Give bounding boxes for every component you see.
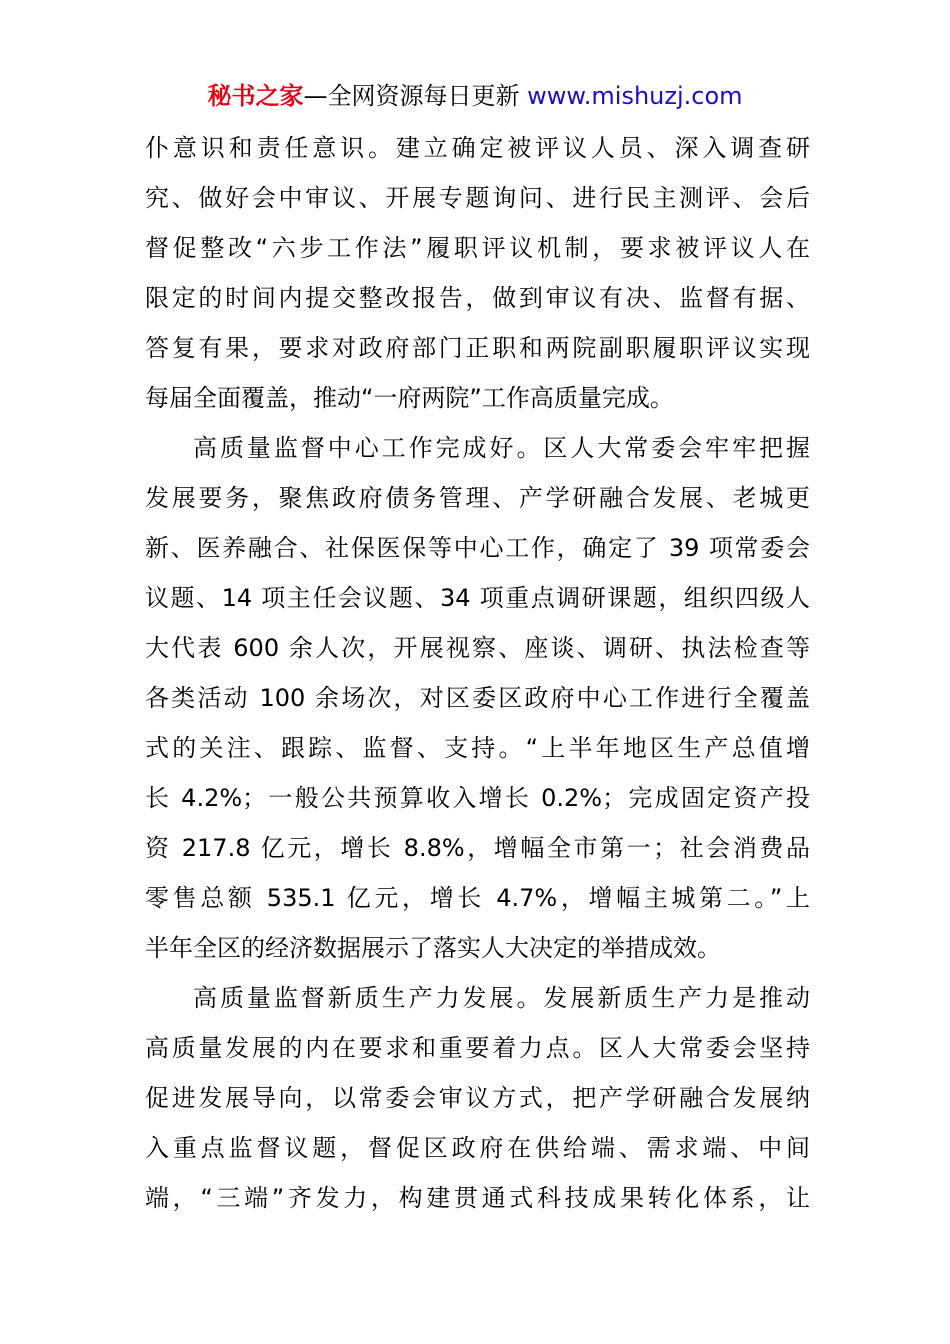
- text-line: 限定的时间内提交整改报告，做到审议有决、监督有据、: [145, 284, 810, 312]
- text-line: 半年全区的经济数据展示了落实人大决定的举措成效。: [145, 934, 721, 962]
- text-line: 高质量发展的内在要求和重要着力点。区人大常委会坚持: [145, 1034, 810, 1062]
- brand-name: 秘书之家: [207, 82, 304, 110]
- text-line: 促进发展导向，以常委会审议方式，把产学研融合发展纳: [145, 1084, 810, 1112]
- text-line: 议题、14 项主任会议题、34 项重点调研课题，组织四级人: [145, 584, 810, 612]
- text-line: 式的关注、跟踪、监督、支持。“上半年地区生产总值增: [145, 734, 810, 762]
- paragraph: [145, 423, 810, 973]
- paragraph: [145, 123, 810, 423]
- text-line: 发展要务，聚焦政府债务管理、产学研融合发展、老城更: [145, 484, 810, 512]
- text-line: 督促整改“六步工作法”履职评议机制，要求被评议人在: [145, 234, 810, 262]
- text-line: 每届全面覆盖，推动“一府两院”工作高质量完成。: [145, 384, 674, 412]
- text-line: 究、做好会中审议、开展专题询问、进行民主测评、会后: [145, 184, 810, 212]
- page-header: [0, 80, 950, 112]
- text-line: 零售总额 535.1 亿元，增长 4.7%，增幅主城第二。”上: [145, 884, 810, 912]
- text-line: 入重点监督议题，督促区政府在供给端、需求端、中间: [145, 1134, 810, 1162]
- text-line: 端，“三端”齐发力，构建贯通式科技成果转化体系，让: [145, 1184, 810, 1212]
- header-tagline: —全网资源每日更新: [303, 82, 528, 110]
- text-line: 新、医养融合、社保医保等中心工作，确定了 39 项常委会: [145, 534, 810, 562]
- site-url[interactable]: www.mishuzj.com: [527, 82, 743, 110]
- text-line: 答复有果，要求对政府部门正职和两院副职履职评议实现: [145, 334, 810, 362]
- text-line: 长 4.2%；一般公共预算收入增长 0.2%；完成固定资产投: [145, 784, 810, 812]
- text-line: 高质量监督新质生产力发展。发展新质生产力是推动: [193, 984, 810, 1012]
- text-line: 大代表 600 余人次，开展视察、座谈、调研、执法检查等: [145, 634, 810, 662]
- document-body: [145, 123, 810, 1223]
- text-line: 各类活动 100 余场次，对区委区政府中心工作进行全覆盖: [145, 684, 810, 712]
- text-line: 高质量监督中心工作完成好。区人大常委会牢牢把握: [193, 434, 810, 462]
- text-line: 仆意识和责任意识。建立确定被评议人员、深入调查研: [145, 134, 810, 162]
- text-line: 资 217.8 亿元，增长 8.8%，增幅全市第一；社会消费品: [145, 834, 810, 862]
- paragraph: [145, 973, 810, 1223]
